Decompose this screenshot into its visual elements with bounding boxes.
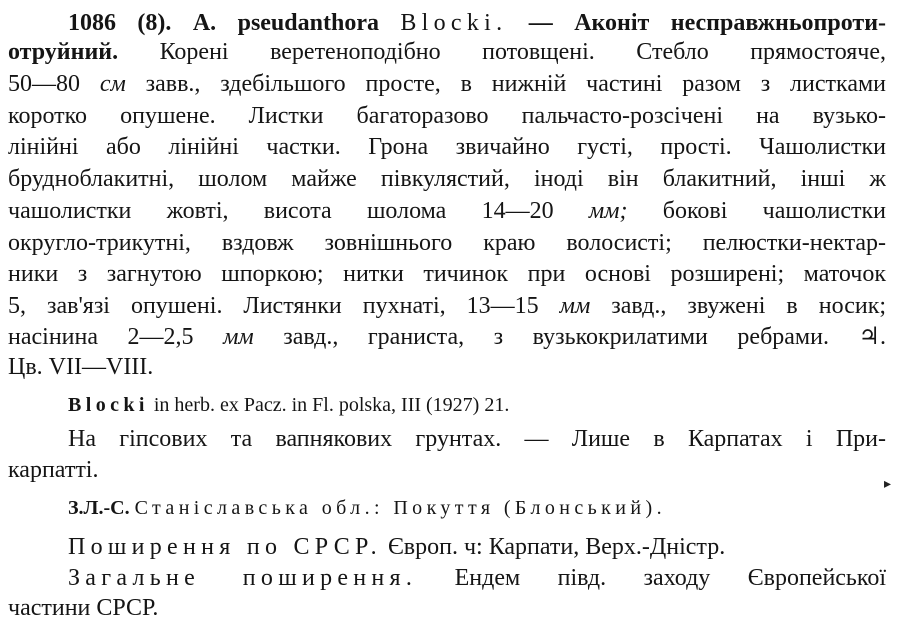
distribution-general-text: Ендем півд. заходу Європейської <box>454 565 886 591</box>
distribution-ussr-text: Європ. ч: Карпати, Верх.-Дністр. <box>387 534 726 560</box>
habitat-line-1: На гіпсових та вапнякових грунтах. — Лише в Карпатах і При- <box>68 426 886 452</box>
description-line-2 <box>8 69 886 99</box>
unit-mm: мм; <box>588 198 628 224</box>
unit-mm: мм <box>559 293 591 319</box>
description-text: чашолистки жовті, висота шолома 14—20 <box>8 198 554 224</box>
stem-length: 50—80 <box>8 71 80 97</box>
entry-heading-line <box>68 8 886 38</box>
description-line-10 <box>8 322 886 352</box>
unit-cm: см <box>99 71 126 97</box>
distribution-general-line-2: частини СРСР. <box>8 595 159 621</box>
distribution-ussr-label: Поширення по СРСР. <box>68 534 382 560</box>
description-line-3: коротко опушене. Листки багаторазово пальчасто-розсічені на вузько- <box>8 103 886 129</box>
citation <box>68 390 509 420</box>
common-name-part1: Аконіт несправжньопроти- <box>574 10 887 36</box>
citation-author: Blocki <box>68 394 149 416</box>
habitat-line-2: карпатті. <box>8 457 99 483</box>
distribution-ussr <box>68 532 725 562</box>
description-text: Корені веретеноподібно потовщені. Стебло прямостояче, <box>159 39 887 65</box>
species-author: Blocki. <box>400 10 508 36</box>
description-text: завд., звужені в носик; <box>611 293 887 319</box>
description-line-5: брудноблакитні, шолом майже півкулястий, іноді він блакитний, інші ж <box>8 166 886 192</box>
description-text: 5, зав'язі опушені. Листянки пухнаті, 13—15 <box>8 293 539 319</box>
description-line-6 <box>8 196 886 226</box>
description-line-1 <box>8 37 886 67</box>
common-name-part2: отруйний. <box>8 39 119 65</box>
description-line-9 <box>8 291 886 321</box>
description-line-7: округло-трикутні, вздовж зовнішнього краю волосисті; пелюстки-нектар- <box>8 230 886 256</box>
specimens-text: Станіславська обл.: Покуття (Блонський). <box>134 497 666 519</box>
unit-mm: мм <box>223 324 254 350</box>
specimens <box>68 493 666 523</box>
genus-abbr: A. <box>192 10 217 36</box>
distribution-general-label: Загальне поширення. <box>68 565 418 591</box>
description-text: насінина 2—2,5 <box>8 324 194 350</box>
description-line-8: ники з загнутою шпоркою; нитки тичинок при основі розширені; маточок <box>8 261 886 287</box>
entry-number: 1086 <box>68 10 116 36</box>
bullet-mark-icon: ▸ <box>884 477 892 492</box>
species-name: pseudanthora <box>237 10 379 36</box>
description-text: бокові чашолистки <box>662 198 886 224</box>
region-code: З.Л.-С. <box>68 497 130 519</box>
citation-text: in herb. ex Pacz. in Fl. polska, III (1927) 21. <box>153 394 510 416</box>
heading-dash: — <box>528 10 553 36</box>
flowering-period: Цв. VII—VIII. <box>8 354 154 380</box>
entry-index: (8). <box>137 10 172 36</box>
description-line-4: лінійні або лінійні частки. Грона звичайно густі, прості. Чашолистки <box>8 134 886 160</box>
description-text: завд., граниста, з вузькокрилатими ребрами. ♃. <box>283 324 887 350</box>
description-text: завв., здебільшого просте, в нижній частині разом з листками <box>145 71 887 97</box>
distribution-general <box>68 563 886 593</box>
